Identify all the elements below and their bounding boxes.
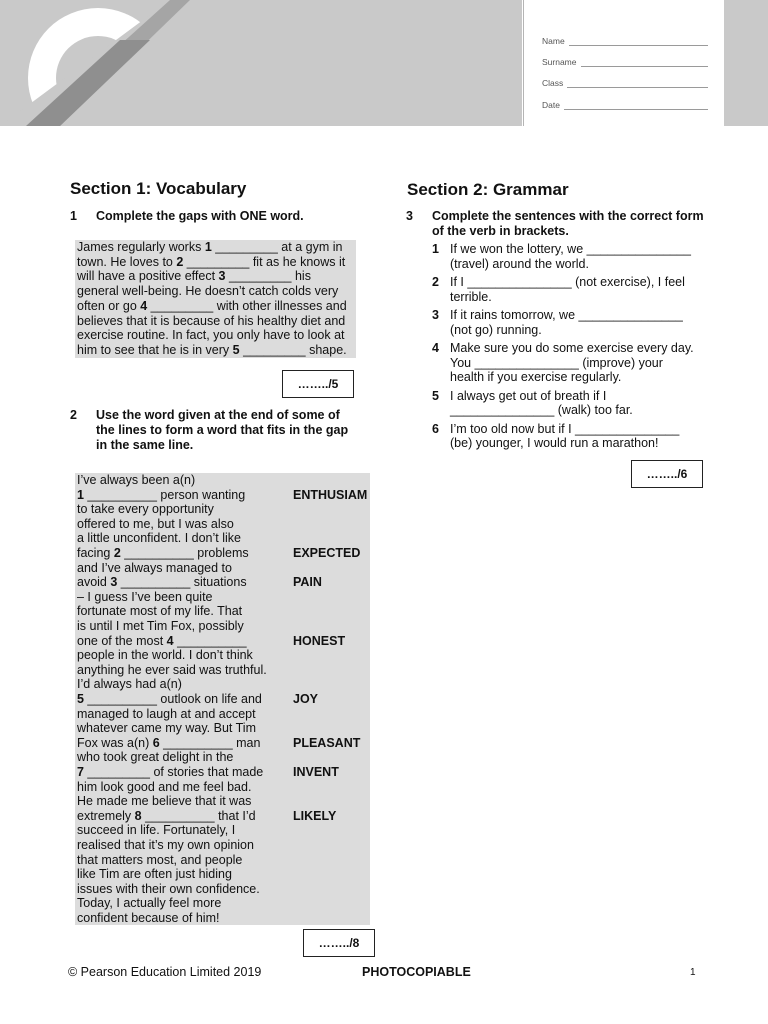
grammar-item-line: (not go) running. [450, 322, 542, 337]
task1-text-box [75, 240, 356, 358]
gap-number: 1 [204, 240, 212, 254]
grammar-item-number: 1 [432, 242, 439, 256]
task2-line [77, 575, 247, 589]
date-label: Date [542, 100, 560, 110]
task2-text-box [75, 473, 370, 925]
keyword: PAIN [293, 575, 322, 590]
task2-line [77, 590, 213, 604]
gap-number: 2 [176, 254, 184, 269]
task2-line [77, 634, 247, 648]
task2-line-text: extremely [77, 808, 135, 823]
name-field[interactable] [542, 32, 708, 46]
task2-line-text: I’ve always been a(n) [77, 473, 196, 487]
gap-number: 3 [218, 269, 226, 284]
page-number: 1 [690, 967, 696, 978]
task1-instruction [70, 209, 370, 224]
task2-line [77, 911, 219, 925]
grammar-item-text[interactable] [450, 341, 694, 385]
task2-line-text: – I guess I’ve been quite [77, 589, 213, 604]
task1-text: Complete the gaps with ONE word. [96, 209, 304, 223]
gap-number: 4 [140, 298, 148, 313]
task2-line-text: and I’ve always managed to [77, 560, 232, 575]
grammar-item-line: (be) younger, I would run a marathon! [450, 436, 659, 450]
grammar-item-text[interactable] [450, 275, 685, 304]
grammar-item-line: (travel) around the world. [450, 256, 589, 271]
task2-line [77, 765, 263, 779]
task2-line [77, 882, 260, 896]
task2-line-text: I’d always had a(n) [77, 677, 182, 692]
keyword: HONEST [293, 633, 346, 648]
task2-line [77, 794, 251, 808]
gap-blank[interactable]: __________ outlook on life and [83, 692, 262, 706]
task2-line-text: to take every opportunity [77, 502, 214, 517]
grammar-item-line: You _______________ (improve) your [450, 355, 663, 370]
task2-line-text: confident because of him! [77, 911, 220, 925]
keyword: PLEASANT [293, 735, 361, 750]
grammar-item-line: terrible. [450, 289, 492, 304]
task1-line-text: believes that it is because of his healthy diet and [77, 313, 346, 328]
gap-number: 4 [166, 633, 174, 648]
task2-line [77, 546, 249, 560]
task2-line-text: Fox was a(n) [77, 735, 153, 750]
gap-blank[interactable]: _________ fit as he knows it [183, 254, 346, 269]
task2-line-text: whatever came my way. But Tim [77, 721, 256, 736]
grammar-item-line: I always get out of breath if I [450, 388, 607, 403]
date-field[interactable] [542, 96, 708, 110]
task2-line [77, 853, 242, 867]
gap-blank[interactable]: __________ that I’d [141, 808, 256, 823]
gap-blank[interactable]: __________ [173, 633, 247, 648]
task2-lines [77, 473, 367, 925]
header-right-band [724, 0, 768, 126]
task1-line-text: town. He loves to [77, 254, 177, 269]
gap-blank[interactable]: _________ of stories that made [83, 765, 264, 779]
grammar-item-line: If I _______________ (not exercise), I feel [450, 275, 685, 289]
task1-line [77, 284, 356, 299]
task3-number: 3 [406, 209, 413, 223]
grammar-item-line: health if you exercise regularly. [450, 370, 622, 384]
keyword: LIKELY [293, 808, 337, 823]
keyword: INVENT [293, 765, 339, 779]
task2-line-text: avoid [77, 575, 111, 590]
task2-line [77, 604, 242, 618]
gap-number: 6 [152, 735, 160, 750]
task2-line-text: a little unconfident. I don’t like [77, 531, 241, 546]
task1-line [77, 328, 356, 343]
task2-line-text: anything he ever said was truthful. [77, 662, 267, 677]
task2-line [77, 750, 233, 764]
task2-line-text: realised that it’s my own opinion [77, 838, 254, 852]
task2-line [77, 488, 245, 502]
task2-line [77, 531, 241, 545]
task2-line-text: one of the most [77, 633, 167, 648]
gap-blank[interactable]: __________ problems [120, 546, 249, 560]
grammar-item-number: 6 [432, 421, 439, 436]
task2-line [77, 677, 182, 691]
task3-instruction [406, 209, 706, 239]
task1-line-text: often or go [77, 298, 141, 313]
task2-line-text: fortunate most of my life. That [77, 604, 243, 619]
task1-score-box: ……../5 [282, 370, 354, 398]
task2-line-text: succeed in life. Fortunately, I [77, 823, 236, 838]
gap-number: 1 [77, 487, 84, 502]
task2-line [77, 473, 195, 487]
task3-score-box: ……../6 [631, 460, 703, 488]
keyword: ENTHUSIAM [293, 487, 368, 502]
task1-line-text: James regularly works [77, 240, 205, 254]
grammar-item-number: 5 [432, 388, 439, 403]
task1-line-text: will have a positive effect [77, 269, 219, 284]
grammar-item [432, 242, 722, 271]
task2-line-text: offered to me, but I was also [77, 516, 234, 531]
task2-line-text: facing [77, 546, 114, 560]
task2-line [77, 561, 232, 575]
task2-line [77, 648, 253, 662]
task2-text: Use the word given at the end of some of the lines to form a word that fits in the gap in the same line. [96, 408, 349, 452]
header-band [0, 0, 522, 126]
grammar-item-line: If we won the lottery, we _______________ [450, 242, 691, 256]
grammar-item-line: I’m too old now but if I _______________ [450, 421, 680, 436]
gap-blank[interactable]: _________ his [225, 269, 311, 284]
task2-line-text: him look good and me feel bad. [77, 779, 252, 794]
grammar-item-line: Make sure you do some exercise every day. [450, 341, 694, 355]
task2-instruction [70, 408, 360, 453]
surname-field[interactable] [542, 53, 708, 67]
class-label: Class [542, 78, 564, 88]
name-label: Name [542, 36, 565, 46]
task2-number: 2 [70, 408, 77, 422]
copyright-text: © Pearson Education Limited 2019 [68, 965, 262, 979]
gap-number: 3 [110, 575, 118, 590]
task2-line-text: managed to laugh at and accept [77, 706, 256, 721]
task2-line [77, 896, 221, 910]
task2-line [77, 838, 254, 852]
task1-line-text: exercise routine. In fact, you only have to look at [77, 328, 345, 343]
grammar-item-number: 2 [432, 275, 439, 289]
task2-line [77, 736, 260, 750]
gap-blank[interactable]: _________ at a gym in [211, 240, 343, 254]
task2-line-text: who took great delight in the [77, 750, 234, 765]
gap-number: 2 [113, 546, 121, 560]
gap-number: 8 [134, 808, 142, 823]
keyword: JOY [293, 692, 319, 706]
gap-blank[interactable]: __________ situations [117, 575, 247, 590]
task1-line [77, 314, 356, 329]
grammar-item [432, 422, 722, 451]
grammar-item-line: If it rains tomorrow, we _______________ [450, 308, 683, 322]
task2-line [77, 823, 235, 837]
task1-line [77, 269, 356, 284]
gap-number: 5 [232, 342, 240, 357]
student-info-panel [523, 0, 725, 126]
task2-line [77, 517, 234, 531]
grammar-item-text[interactable] [450, 422, 679, 451]
surname-label: Surname [542, 57, 577, 67]
task2-line [77, 867, 232, 881]
task1-line-text: him to see that he is in very [77, 342, 233, 357]
gap-blank[interactable]: __________ man [159, 735, 261, 750]
task2-line-text: that matters most, and people [77, 852, 243, 867]
task2-line [77, 809, 256, 823]
task1-line [77, 240, 356, 255]
keyword: EXPECTED [293, 546, 361, 560]
class-field[interactable] [542, 74, 708, 88]
grammar-item-text[interactable] [450, 242, 691, 271]
section2-title: Section 2: Grammar [407, 180, 569, 199]
task2-line [77, 707, 256, 721]
grammar-item-number: 4 [432, 341, 439, 355]
gap-blank[interactable]: _________ with other illnesses and [147, 298, 347, 313]
task2-line [77, 780, 251, 794]
task2-line [77, 692, 262, 706]
task3-items [432, 242, 722, 455]
task2-line-text: like Tim are often just hiding [77, 867, 232, 882]
grammar-item-text[interactable] [450, 389, 633, 418]
grammar-item-number: 3 [432, 308, 439, 322]
task1-line-text: general well-being. He doesn’t catch colds very [77, 284, 339, 299]
task2-line [77, 502, 214, 516]
logo-g-icon [0, 0, 522, 126]
task2-line [77, 721, 256, 735]
photocopiable-text: PHOTOCOPIABLE [362, 965, 471, 979]
task2-line-text: people in the world. I don’t think [77, 648, 253, 663]
grammar-item [432, 341, 722, 385]
task1-line [77, 255, 356, 270]
task2-score-box: ……../8 [303, 929, 375, 957]
task1-line [77, 343, 356, 358]
task2-line [77, 619, 244, 633]
task3-text: Complete the sentences with the correct form of the verb in brackets. [432, 209, 704, 238]
gap-number: 7 [77, 765, 84, 779]
grammar-item-line: _______________ (walk) too far. [450, 403, 633, 417]
task2-line-text: issues with their own confidence. [77, 881, 260, 896]
grammar-item [432, 308, 722, 337]
task2-line-text: Today, I actually feel more [77, 896, 222, 911]
grammar-item [432, 275, 722, 304]
gap-number: 5 [77, 692, 84, 706]
gap-blank[interactable]: __________ person wanting [83, 487, 246, 502]
section1-title: Section 1: Vocabulary [70, 179, 247, 198]
grammar-item-text[interactable] [450, 308, 683, 337]
task2-line-text: He made me believe that it was [77, 794, 252, 809]
gap-blank[interactable]: _________ shape. [239, 342, 347, 357]
task1-line [77, 299, 356, 314]
task2-line [77, 663, 267, 677]
task2-line-text: is until I met Tim Fox, possibly [77, 619, 244, 633]
grammar-item [432, 389, 722, 418]
task1-number: 1 [70, 209, 77, 223]
